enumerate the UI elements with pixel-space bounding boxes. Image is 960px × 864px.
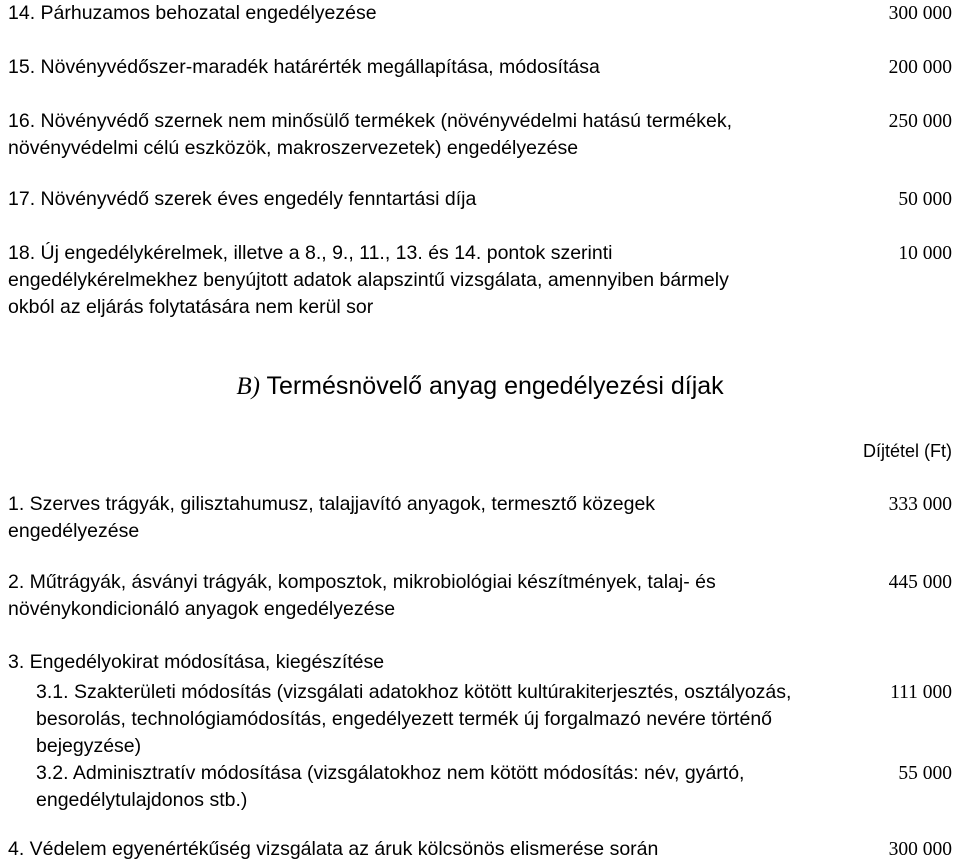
fee-desc: 15. Növényvédőszer-maradék határérték megállapítása, módosítása [8, 56, 600, 78]
fee-amount: 250 000 [888, 111, 952, 132]
fee-amount: 111 000 [890, 682, 952, 703]
fee-row-18 [8, 240, 952, 321]
fee-amount: 50 000 [898, 189, 952, 210]
fee-amount: 55 000 [898, 763, 952, 784]
fee-row-b3-2 [8, 760, 952, 814]
fee-amount: 300 000 [888, 839, 952, 860]
fee-row-b2 [8, 569, 952, 623]
fee-desc: 16. Növényvédő szernek nem minősülő termékek (növényvédelmi hatású termékek, növényvédelmi célú eszközök, makroszervezetek) engedélyezése [8, 110, 733, 159]
fee-amount: 445 000 [888, 572, 952, 593]
column-header: Díjtétel (Ft) [862, 441, 952, 461]
fee-row-b3 [8, 649, 952, 676]
fee-amount: 10 000 [898, 243, 952, 264]
fee-desc: 4. Védelem egyenértékűség vizsgálata az áruk kölcsönös elismerése során [8, 838, 659, 860]
fee-desc: 3.2. Adminisztratív módosítása (vizsgálatokhoz nem kötött módosítás: név, gyártó, engedélytulajdonos stb.) [36, 762, 745, 811]
fee-desc: 17. Növényvédő szerek éves engedély fenntartási díja [8, 188, 477, 210]
fee-desc: 2. Műtrágyák, ásványi trágyák, komposztok, mikrobiológiai készítmények, talaj- és növénykondicionáló anyagok engedélyezése [8, 571, 716, 620]
fee-desc: 14. Párhuzamos behozatal engedélyezése [8, 2, 377, 24]
fee-row-16 [8, 108, 952, 162]
fee-desc: 3. Engedélyokirat módosítása, kiegészítése [8, 651, 385, 673]
fee-row-14 [8, 0, 952, 27]
section-letter: B) [236, 373, 260, 400]
fee-desc: 18. Új engedélykérelmek, illetve a 8., 9., 11., 13. és 14. pontok szerinti engedélykérelmekhez benyújtott adatok alapszintű vizsgálata, amennyiben bármely okból az eljárás folytatására nem kerül sor [8, 242, 729, 318]
section-title: Termésnövelő anyag engedélyezési díjak [266, 372, 724, 400]
section-b-heading [0, 369, 960, 404]
fee-row-b3-1 [8, 679, 952, 760]
fee-amount: 333 000 [888, 494, 952, 515]
fee-row-b1 [8, 491, 952, 545]
fee-amount: 300 000 [888, 3, 952, 24]
fee-row-b4 [8, 836, 952, 863]
fee-row-17 [8, 186, 952, 213]
fee-desc: 1. Szerves trágyák, gilisztahumusz, talajjavító anyagok, termesztő közegek engedélyezése [8, 493, 656, 542]
fee-row-15 [8, 54, 952, 81]
fee-desc: 3.1. Szakterületi módosítás (vizsgálati adatokhoz kötött kultúrakiterjesztés, osztályozás, besorolás, technológiamódosítás, engedélyezett termék új forgalmazó nevére történő bejegyzése) [36, 681, 792, 757]
fee-amount: 200 000 [888, 57, 952, 78]
